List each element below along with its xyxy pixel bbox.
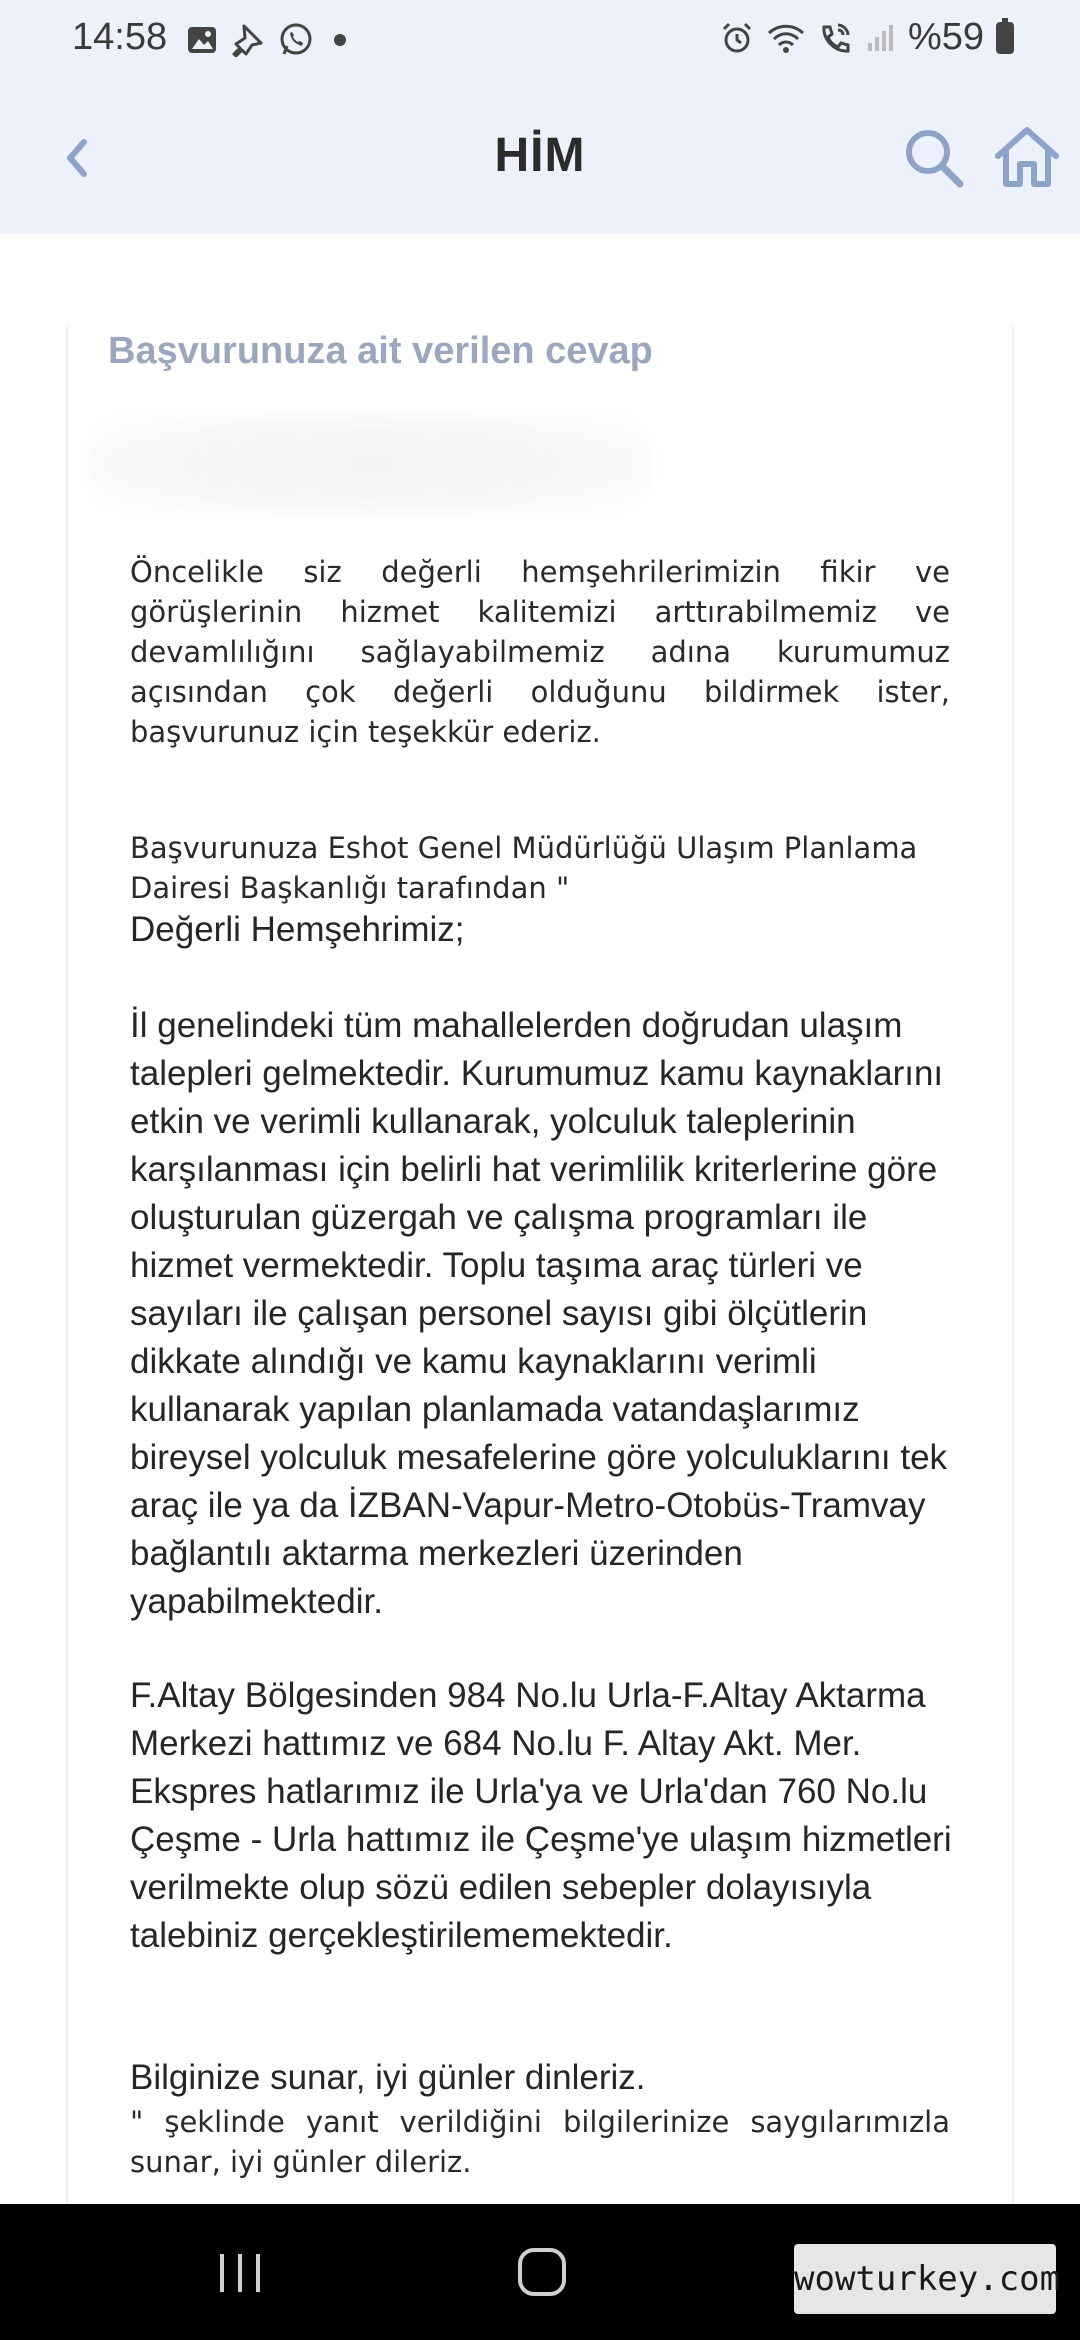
battery-percent: %59 xyxy=(907,16,984,58)
status-left-icons xyxy=(186,22,346,58)
search-button[interactable] xyxy=(898,122,970,194)
signal-icon xyxy=(866,23,896,53)
whatsapp-icon xyxy=(278,22,314,58)
outro-paragraph: " şeklinde yanıt verildiğini bilgilerinize saygılarımızla sunar, iyi günler dileriz. xyxy=(130,2105,950,2179)
closing-line: Bilginize sunar, iyi günler dinleriz. xyxy=(130,2058,646,2097)
card-title: Başvurunuza ait verilen cevap xyxy=(108,330,653,372)
recents-icon xyxy=(220,2254,260,2292)
app-bar xyxy=(0,84,1080,234)
dot-icon xyxy=(334,34,346,46)
redacted-area xyxy=(88,414,654,514)
source-line: Başvurunuza Eshot Genel Müdürlüğü Ulaşım Planlama Dairesi Başkanlığı tarafından " xyxy=(130,831,918,905)
greeting: Değerli Hemşehrimiz; xyxy=(130,910,465,949)
status-time: 14:58 xyxy=(72,16,168,58)
home-icon xyxy=(998,130,1056,184)
paragraph-1: İl genelindeki tüm mahallelerden doğrudan ulaşım talepleri gelmektedir. Kurumumuz kamu kaynaklarını etkin ve verimli kullanarak, yolculuk taleplerinin karşılanması için belirli hat verimlilik kriterlerine göre oluşturulan güzergah ve çalışma programları ile hizmet vermektedir. Toplu taşıma araç türleri ve sayıları ile çalışan personel sayısı gibi ölçütlerin dikkate alındığı ve kamu kaynaklarını verimli kullanarak yapılan planlamada vatandaşlarımız bireysel yolculuk mesafelerine göre yolculuklarını tek araç ile ya da İZBAN-Vapur-Metro-Otobüs-Tramvay bağlantılı aktarma merkezleri üzerinden yapabilmektedir. xyxy=(130,1006,948,1621)
status-bar xyxy=(0,0,1080,84)
recents-button[interactable] xyxy=(216,2254,264,2292)
intro-paragraph: Öncelikle siz değerli hemşehrilerimizin fikir ve görüşlerinin hizmet kalitemizi arttırabilmemiz ve devamlılığını sağlayabilmemiz adına kurumumuz açısından çok değerli olduğunu bildirmek ister, başvurunuz için teşekkür ederiz. xyxy=(130,555,950,749)
wifi-icon xyxy=(766,22,806,54)
search-icon xyxy=(909,133,960,184)
battery-icon xyxy=(996,22,1014,54)
wifi-call-icon xyxy=(818,21,854,55)
gallery-icon xyxy=(186,25,218,55)
pin-icon xyxy=(232,23,264,57)
status-right-icons xyxy=(720,16,1014,59)
watermark: wowturkey.com xyxy=(794,2244,1056,2314)
page-title: HİM xyxy=(494,129,586,182)
home-nav-button[interactable] xyxy=(518,2248,566,2296)
alarm-icon xyxy=(720,21,754,55)
home-button[interactable] xyxy=(990,120,1064,194)
paragraph-2: F.Altay Bölgesinden 984 No.lu Urla-F.Altay Aktarma Merkezi hattımız ve 684 No.lu F. Altay Akt. Mer. Ekspres hatlarımız ile Urla'ya ve Urla'dan 760 No.lu Çeşme - Urla hattımız ile Çeşme'ye ulaşım hizmetleri verilmekte olup sözü edilen sebepler dolayısıyla talebiniz gerçekleştirilememektedir. xyxy=(130,1676,952,1955)
